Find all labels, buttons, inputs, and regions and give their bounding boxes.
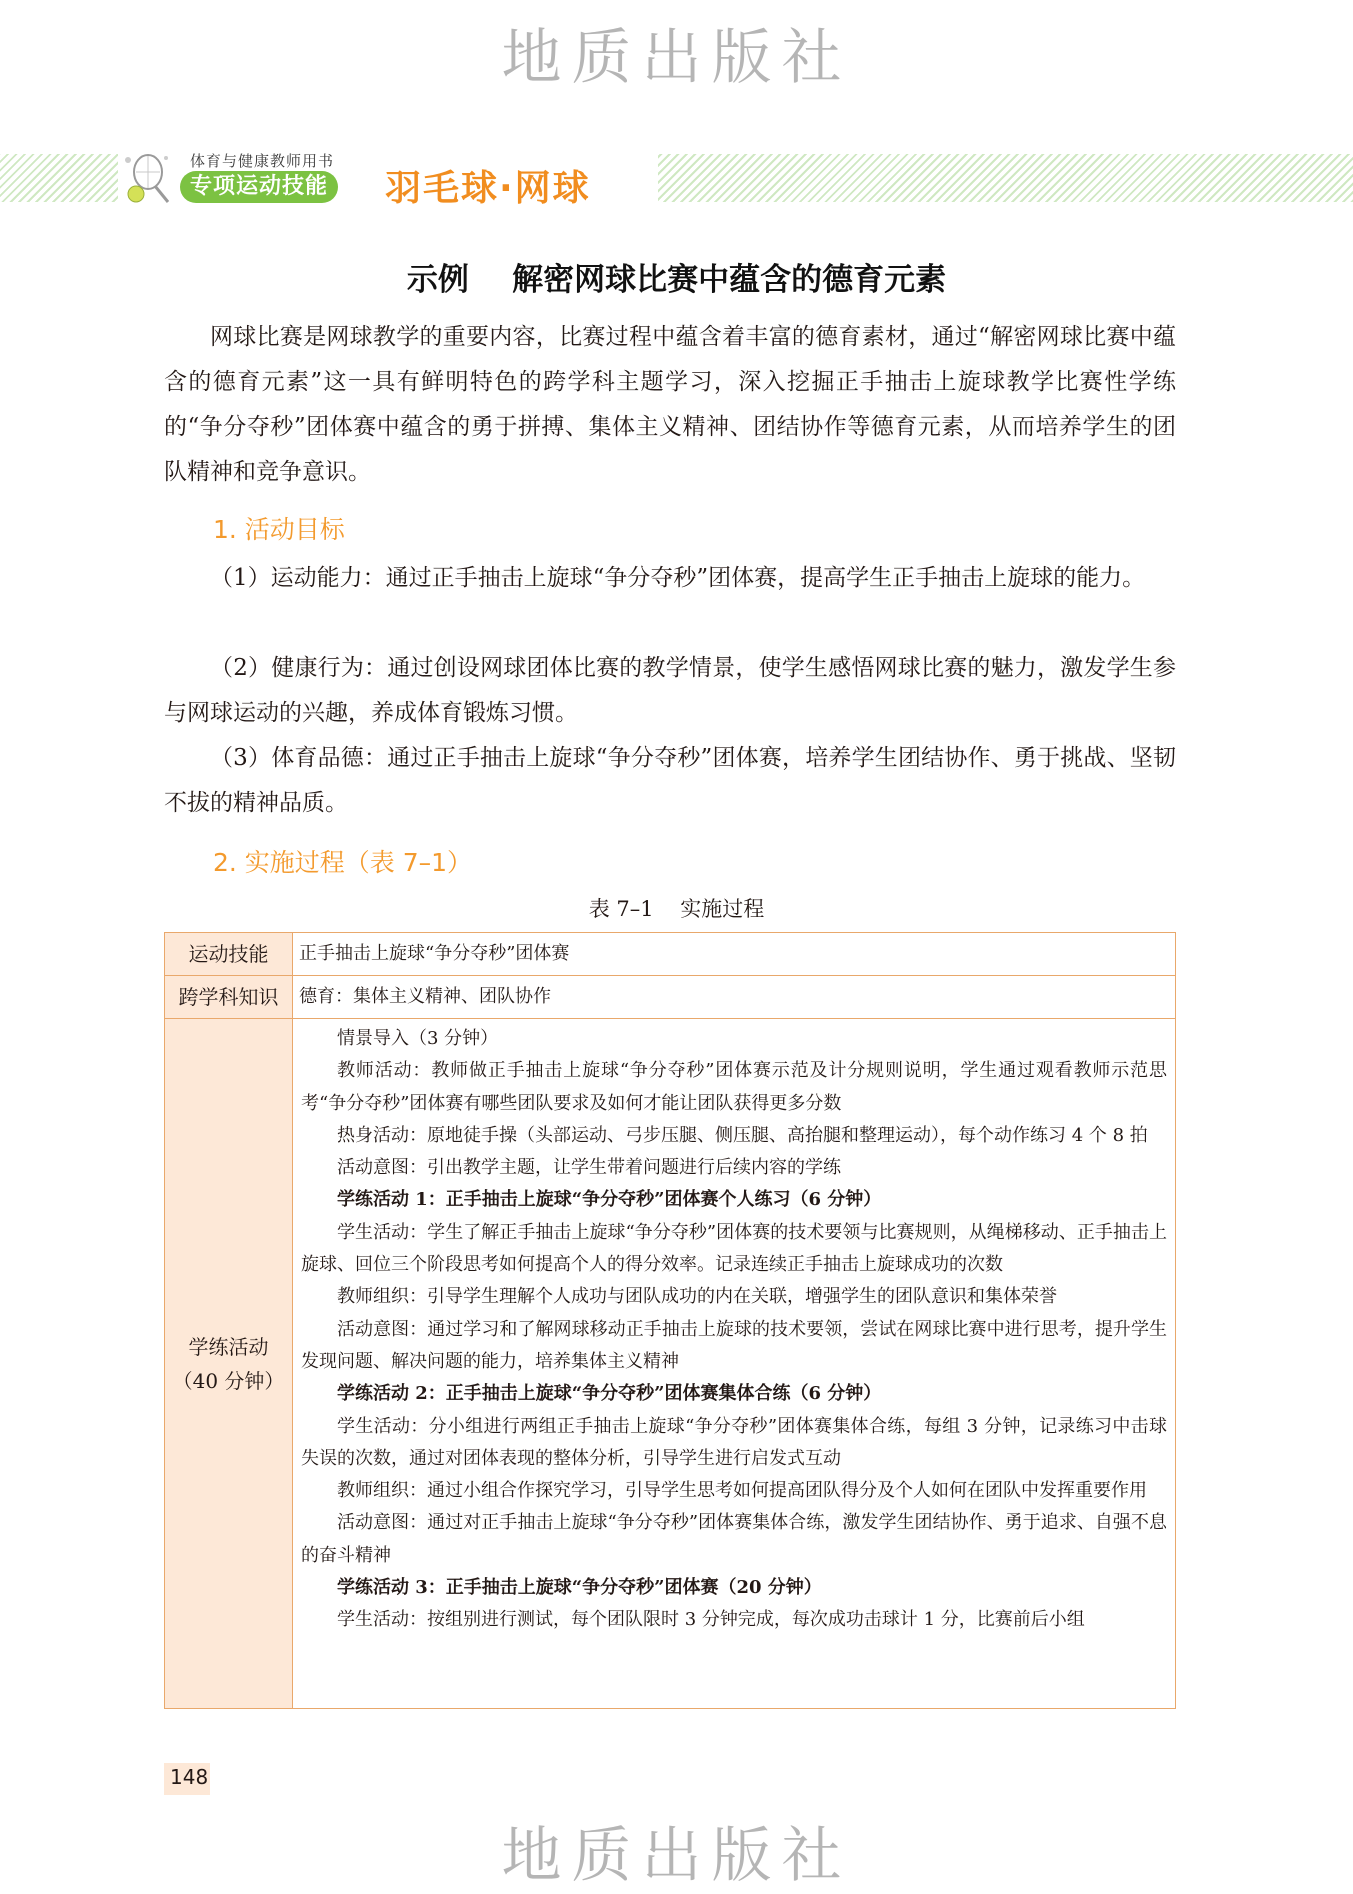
content-line: 教师组织：通过小组合作探究学习，引导学生思考如何提高团队得分及个人如何在团队中发挥重要作用 (337, 1480, 1147, 1502)
row-value-skill: 正手抽击上旋球“争分夺秒”团体赛 (293, 933, 1176, 976)
section-heading-goals: 1. 活动目标 (213, 515, 345, 544)
content-line: 学生活动：按组别进行测试，每个团队限时 3 分钟完成，每次成功击球计 1 分，比赛前后小组 (337, 1609, 1085, 1631)
table-row (165, 933, 1176, 976)
skill-tag: 专项运动技能 (180, 171, 338, 203)
content-line: 学生活动：学生了解正手抽击上旋球“争分夺秒”团体赛的技术要领与比赛规则，从绳梯移动、正手抽击上旋球、回位三个阶段思考如何提高个人的得分效率。记录连续正手抽击上旋球成功的次数 (301, 1221, 1167, 1276)
page-title: 示例 解密网球比赛中蕴含的德育元素 (406, 262, 947, 298)
row-value-knowledge: 德育：集体主义精神、团队协作 (293, 976, 1176, 1019)
table-caption: 表 7–1 实施过程 (588, 897, 765, 921)
content-line: 学生活动：分小组进行两组正手抽击上旋球“争分夺秒”团体赛集体合练，每组 3 分钟，记录练习中击球失误的次数，通过对团体表现的整体分析，引导学生进行启发式互动 (301, 1415, 1167, 1469)
book-title: 羽毛球·网球 (385, 168, 591, 209)
process-table (164, 932, 1176, 1709)
content-line: 热身活动：原地徒手操（头部运动、弓步压腿、侧压腿、高抬腿和整理运动），每个动作练习 4 个 8 拍 (337, 1124, 1148, 1146)
content-line: 教师组织：引导学生理解个人成功与团队成功的内在关联，增强学生的团队意识和集体荣誉 (337, 1286, 1057, 1308)
content-line: 活动意图：引出教学主题，让学生带着问题进行后续内容的学练 (337, 1157, 841, 1179)
row-label-activity (165, 1019, 293, 1709)
table-row (165, 1019, 1176, 1709)
content-line: 活动意图：通过对正手抽击上旋球“争分夺秒”团体赛集体合练，激发学生团结协作、勇于追求、自强不息的奋斗精神 (301, 1512, 1167, 1566)
goal-item-2: （2）健康行为：通过创设网球团体比赛的教学情景，使学生感悟网球比赛的魅力，激发学生参与网球运动的兴趣，养成体育锻炼习惯。 (164, 655, 1176, 726)
section-heading-process: 2. 实施过程（表 7–1） (213, 848, 473, 877)
content-subheading: 学练活动 1：正手抽击上旋球“争分夺秒”团体赛个人练习（6 分钟） (337, 1189, 882, 1211)
intro-paragraph: 网球比赛是网球教学的重要内容，比赛过程中蕴含着丰富的德育素材，通过“解密网球比赛中蕴含的德育元素”这一具有鲜明特色的跨学科主题学习，深入挖掘正手抽击上旋球教学比赛性学练的“争分夺秒”团体赛中蕴含的勇于拼搏、集体主义精神、团结协作等德育元素，从而培养学生的团队精神和竞争意识。 (164, 324, 1176, 485)
row-label-skill: 运动技能 (165, 933, 293, 976)
series-title: 体育与健康教师用书 (190, 152, 335, 170)
content-subheading: 学练活动 2：正手抽击上旋球“争分夺秒”团体赛集体合练（6 分钟） (337, 1383, 882, 1405)
content-subheading: 学练活动 3：正手抽击上旋球“争分夺秒”团体赛（20 分钟） (337, 1577, 822, 1599)
activity-label: 学练活动 (188, 1334, 269, 1359)
content-line: 活动意图：通过学习和了解网球移动正手抽击上旋球的技术要领，尝试在网球比赛中进行思考，提升学生发现问题、解决问题的能力，培养集体主义精神 (301, 1318, 1167, 1372)
row-label-knowledge: 跨学科知识 (165, 976, 293, 1019)
watermark-bottom: 地质出版社 (501, 1821, 852, 1891)
activity-content (293, 1019, 1176, 1709)
content-line: 情景导入（3 分钟） (337, 1028, 499, 1049)
racket-logo-icon (122, 150, 182, 206)
content-line: 教师活动：教师做正手抽击上旋球“争分夺秒”团体赛示范及计分规则说明，学生通过观看教师示范思考“争分夺秒”团体赛有哪些团队要求及如何才能让团队获得更多分数 (301, 1060, 1167, 1114)
watermark-top: 地质出版社 (501, 23, 852, 93)
activity-duration: （40 分钟） (172, 1368, 285, 1393)
goal-item-1: （1）运动能力：通过正手抽击上旋球“争分夺秒”团体赛，提高学生正手抽击上旋球的能力。 (210, 565, 1146, 591)
table-row (165, 976, 1176, 1019)
goal-item-3: （3）体育品德：通过正手抽击上旋球“争分夺秒”团体赛，培养学生团结协作、勇于挑战、坚韧不拔的精神品质。 (164, 745, 1176, 816)
page-number: 148 (170, 1765, 209, 1789)
